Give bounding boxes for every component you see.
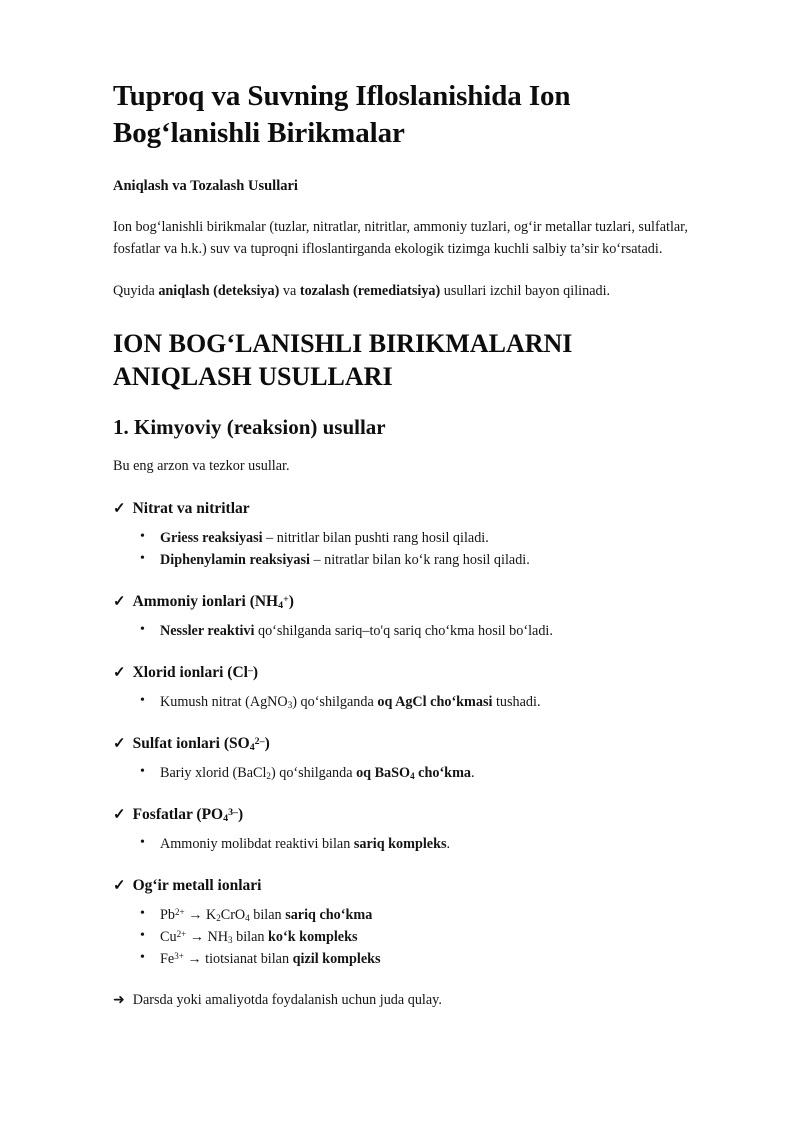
check-icon: ✓: [113, 593, 126, 610]
heading-superscript: 3–: [228, 806, 238, 818]
item-middle: ) qo‘shilganda: [270, 764, 357, 781]
group-heading-label: [133, 593, 294, 611]
item-term: oq AgCl cho‘kmasi: [377, 693, 493, 710]
check-icon: ✓: [113, 806, 126, 823]
item-rest: – nitritlar bilan pushti rang hosil qiladi.: [262, 529, 489, 546]
group-heading-label: [133, 806, 244, 824]
closing-note-label: Darsda yoki amaliyotda foydalanish uchun juda qulay.: [132, 991, 442, 1008]
group-heading-label: Og‘ir metall ionlari: [132, 876, 262, 894]
item-ion-charge: 3+: [174, 950, 184, 961]
item-arrow: → tiotsianat: [183, 950, 258, 967]
item-prefix: Ammoniy molibdat reaktivi bilan: [160, 835, 354, 852]
heading-suffix: ): [237, 805, 244, 823]
heading-subscript: 4: [249, 741, 255, 753]
list-item: [140, 763, 710, 784]
lead-bold-detection: aniqlash (deteksiya): [158, 282, 280, 299]
item-term-suffix: cho‘kma: [414, 764, 471, 781]
item-middle: ) qo‘shilganda: [292, 693, 378, 710]
item-rest: tushadi.: [492, 693, 541, 710]
item-term-subscript: 4: [410, 770, 415, 781]
list-item: [140, 621, 710, 642]
item-subscript: 2: [266, 770, 271, 781]
heading-superscript: –: [247, 664, 253, 676]
heading-subscript: 4: [278, 599, 284, 611]
heading-prefix: Ammoniy ionlari (NH: [132, 592, 279, 610]
group-heading-sulfat: [113, 735, 710, 753]
item-prefix: Kumush nitrat (AgNO: [160, 693, 288, 710]
group-heading-ammoniy: [113, 593, 710, 611]
bullet-list-xlorid: [113, 692, 710, 713]
item-term: Griess reaksiyasi: [160, 529, 263, 546]
heading-prefix: Fosfatlar (PO: [132, 805, 224, 823]
item-reagent-sub: 2: [216, 912, 221, 923]
item-ion: Cu: [160, 928, 177, 945]
item-term: ko‘k kompleks: [268, 928, 358, 945]
item-term: Nessler reaktivi: [160, 622, 255, 639]
item-rest: qo‘shilganda sariq–to'q sariq cho‘kma hosil bo‘ladi.: [254, 622, 553, 639]
item-ion: Pb: [160, 906, 175, 923]
item-middle: bilan: [249, 906, 286, 923]
item-arrow: → NH: [186, 928, 229, 945]
heading-prefix: Xlorid ionlari (Cl: [132, 663, 248, 681]
item-ion-charge: 2+: [174, 906, 185, 917]
item-rest: – nitratlar bilan ko‘k rang hosil qiladi.: [309, 551, 530, 568]
group-heading-ogir-metall: [113, 877, 710, 895]
item-reagent-mid: CrO: [220, 906, 246, 923]
item-prefix: Bariy xlorid (BaCl: [160, 764, 267, 781]
heading-subscript: 4: [223, 812, 229, 824]
check-icon: ✓: [113, 735, 126, 752]
list-item: [140, 528, 710, 549]
lead-middle: va: [279, 282, 300, 299]
list-item: [140, 692, 710, 713]
item-middle: bilan: [257, 950, 293, 967]
bullet-list-ammoniy: [113, 621, 710, 642]
group-heading-nitrat: [113, 500, 710, 518]
group-heading-label: [133, 735, 270, 753]
list-item: [140, 550, 710, 571]
group-heading-xlorid: [113, 664, 710, 682]
item-term-prefix: oq BaSO: [356, 764, 411, 781]
item-ion-charge: 2+: [176, 928, 187, 939]
item-rest: .: [470, 764, 475, 781]
group-heading-fosfatlar: [113, 806, 710, 824]
group-heading-label: [133, 664, 259, 682]
sub-heading-note: Bu eng arzon va tezkor usullar.: [113, 457, 290, 474]
page-title: Tuproq va Suvning Ifloslanishida Ion Bog‘lanishli Birikmalar: [113, 80, 571, 150]
heading-suffix: ): [264, 734, 270, 752]
group-heading-label: Nitrat va nitritlar: [132, 499, 250, 517]
list-item: [140, 949, 710, 970]
item-arrow: → K: [184, 906, 217, 923]
item-term: qizil kompleks: [292, 950, 381, 967]
item-term: sariq cho‘kma: [285, 906, 373, 923]
heading-superscript: 2–: [254, 735, 265, 747]
section-heading: ION BOG‘LANISHLI BIRIKMALARNI ANIQLASH USULLARI: [113, 329, 573, 391]
arrow-right-icon: ➜: [113, 992, 125, 1008]
intro-paragraph: Ion bog‘lanishli birikmalar (tuzlar, nitratlar, nitritlar, ammoniy tuzlari, og‘ir metallar tuzlari, sulfatlar, fosfatlar va h.k.) suv va tuproqni ifloslantirganda ekologik tizimga kuchli salbiy ta’sir ko‘rsatadi.: [113, 219, 688, 257]
bullet-list-ogir-metall: [113, 905, 710, 970]
bullet-list-nitrat: [113, 528, 710, 571]
heading-suffix: ): [288, 592, 294, 610]
list-item: [140, 834, 710, 855]
item-rest: .: [446, 835, 451, 852]
check-icon: ✓: [113, 877, 126, 894]
heading-superscript: +: [283, 593, 289, 605]
lead-prefix: Quyida: [113, 282, 159, 299]
item-term: [356, 765, 471, 781]
check-icon: ✓: [113, 664, 126, 681]
check-icon: ✓: [113, 500, 126, 517]
item-reagent-sub2: 4: [245, 912, 250, 923]
list-item: [140, 905, 710, 926]
item-middle: bilan: [232, 928, 269, 945]
closing-note: [113, 992, 710, 1009]
lead-bold-remediation: tozalash (remediatsiya): [299, 282, 441, 299]
item-term: Diphenylamin reaksiyasi: [160, 551, 310, 568]
bullet-list-sulfat: [113, 763, 710, 784]
item-subscript: 3: [287, 699, 293, 710]
item-ion: Fe: [160, 950, 175, 967]
lead-paragraph: [113, 281, 710, 303]
heading-suffix: ): [252, 663, 259, 681]
sub-heading: 1. Kimyoviy (reaksion) usullar: [113, 414, 386, 439]
item-term: sariq kompleks: [353, 835, 447, 852]
lead-suffix: usullari izchil bayon qilinadi.: [440, 282, 611, 299]
heading-prefix: Sulfat ionlari (SO: [132, 734, 250, 752]
document-subtitle: Aniqlash va Tozalash Usullari: [113, 178, 298, 195]
list-item: [140, 927, 710, 948]
item-reagent-sub: 3: [228, 934, 233, 945]
bullet-list-fosfatlar: [113, 834, 710, 855]
